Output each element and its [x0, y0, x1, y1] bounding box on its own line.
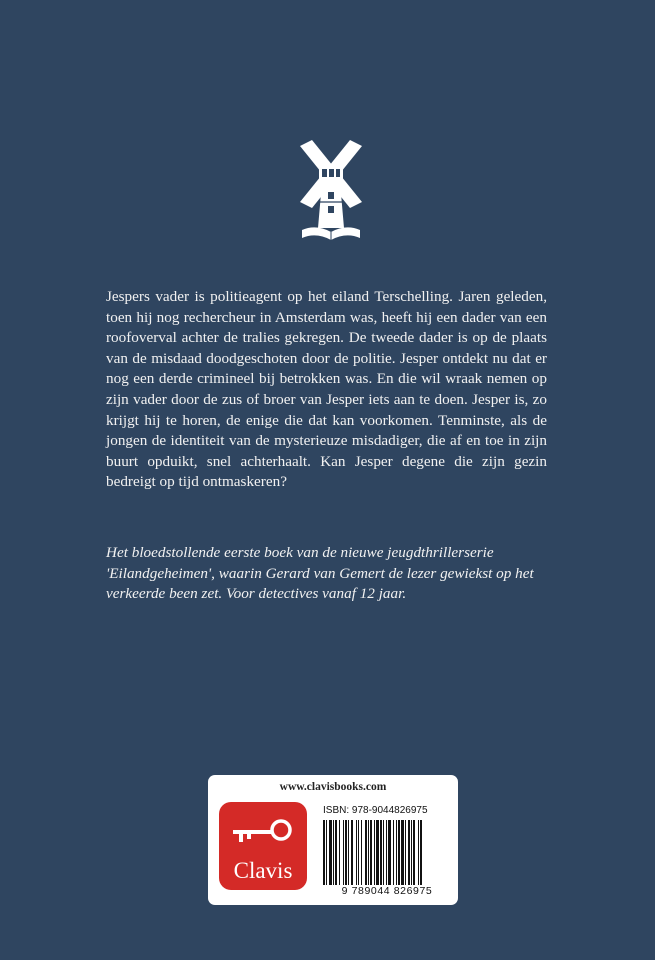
publisher-website: www.clavisbooks.com: [279, 781, 387, 793]
barcode: [323, 820, 450, 888]
publisher-name: Clavis: [233, 858, 293, 883]
book-blurb: Jespers vader is politieagent op het eiland Terschelling. Jaren geleden, toen hij nog rechercheur in Amsterdam was, heeft hij een dader van een roofoverval achter de tralies gekregen. De tweede dader is op de plaats van de misdaad doodgeschoten door de politie. Jesper ontdekt nu dat er nog een derde crimineel bij betrokken was. En die wil wraak nemen op zijn vader door de zus of broer van Jesper iets aan te doen. Jesper is, zo krijgt hij te horen, de enige die dat kan voorkomen. Tenminste, als de jongen de identiteit van de mysterieuze misdadiger, die af en toe in zijn buurt opduikt, snel achterhaalt. Kan Jesper degene die zijn gezin bedreigt op tijd ontmaskeren?: [106, 288, 547, 491]
key-icon: [233, 816, 293, 848]
book-tagline: Het bloedstollende eerste boek van de nieuwe jeugdthrillerserie 'Eilandgeheimen', waarin Gerard van Gemert de lezer gewiekst op het verkeerde been zet. Voor detectives vanaf 12 jaar.: [106, 544, 534, 603]
barcode-digits: 9 789044 826975: [319, 885, 455, 897]
lighthouse-book-emblem-icon: [298, 140, 364, 242]
publisher-logo: [219, 802, 307, 890]
barcode-panel: [208, 775, 458, 905]
isbn-label: ISBN: 978-9044826975: [323, 805, 428, 816]
